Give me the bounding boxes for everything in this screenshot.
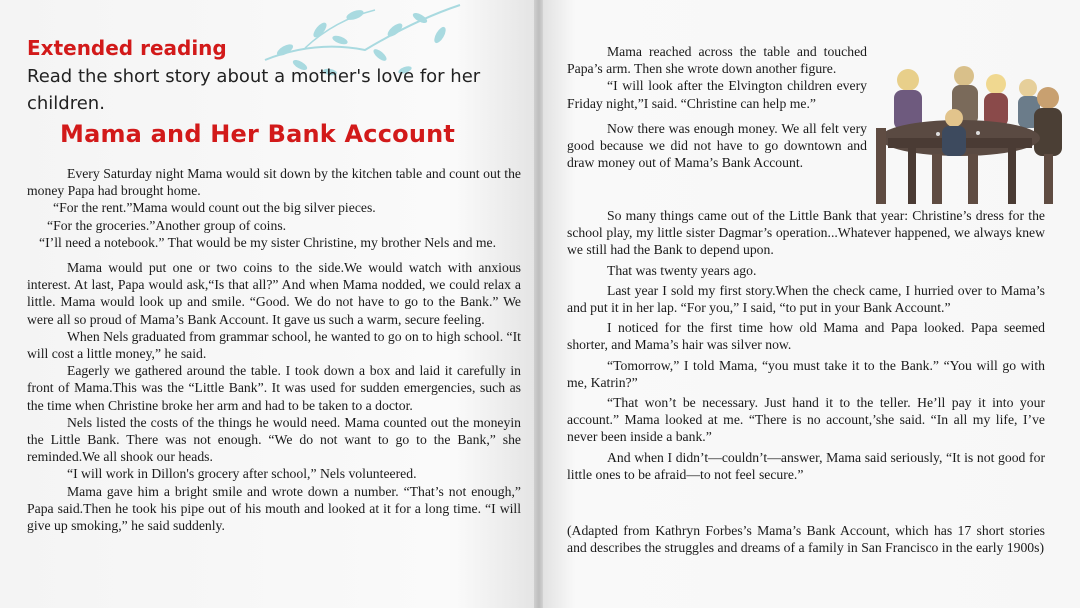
story-right-top — [567, 43, 867, 171]
right-page — [543, 0, 1080, 608]
paragraph: “That won’t be necessary. Just hand it to the teller. He’ll pay it into your account.” Mama looked at me. “There is no account,’she said. “In all my life, I’ve never been inside a bank.” — [567, 395, 1045, 445]
paragraph: Eagerly we gathered around the table. I took down a box and laid it carefully in front of Mama.This was the “Little Bank”. It was used for sudden emergencies, such as the time when Christine broke her arm and had to be taken to a doctor. — [27, 363, 521, 413]
story-title: Mama and Her Bank Account — [60, 120, 456, 148]
reading-instruction: Read the short story about a mother's love for her children. — [27, 66, 481, 114]
source-note: (Adapted from Kathryn Forbes’s Mama’s Bank Account, which has 17 short stories and describes the struggles and dreams of a family in San Francisco in the early 1900s) — [567, 523, 1045, 556]
extended-reading-label: Extended reading — [27, 36, 227, 60]
paragraph: Mama gave him a bright smile and wrote down a number. “That’s not enough,” Papa said.Then he took his pipe out of his mouth and looked at it for a long time. “I will give up smoking,” he said suddenly. — [27, 483, 521, 534]
paragraph: Mama reached across the table and touched Papa’s arm. Then she wrote down another figure. — [567, 44, 867, 77]
paragraph: Every Saturday night Mama would sit down by the kitchen table and count out the money Papa had brought home. — [27, 166, 521, 199]
family-table-illustration — [868, 58, 1064, 206]
paragraph: I noticed for the first time how old Mama and Papa looked. Papa seemed shorter, and Mama’s hair was silver now. — [567, 320, 1045, 353]
paragraph: “I’ll need a notebook.” That would be my sister Christine, my brother Nels and me. — [39, 234, 497, 250]
paragraph: “I will look after the Elvington children every Friday night,”I said. “Christine can help me.” — [567, 78, 867, 111]
paragraph: When Nels graduated from grammar school, he wanted to go on to high school. “It will cost a little money,” he said. — [27, 328, 521, 362]
paragraph: And when I didn’t—couldn’t—answer, Mama said seriously, “It is not good for little ones to be afraid—to not feel secure.” — [567, 449, 1045, 482]
paragraph: Nels listed the costs of the things he would need. Mama counted out the moneyin the Little Bank. There was not enough. “We do not want to go to the Bank,” she reminded.We all shook our heads. — [27, 414, 521, 465]
paragraph: “For the rent.”Mama would count out the big silver pieces. — [53, 200, 376, 216]
paragraph: “Tomorrow,” I told Mama, “you must take it to the Bank.” “You will go with me, Katrin?” — [567, 357, 1045, 390]
left-page — [0, 0, 536, 608]
paragraph: “For the groceries.”Another group of coins. — [47, 217, 287, 233]
paragraph: That was twenty years ago. — [607, 262, 757, 278]
story-left-column — [27, 165, 521, 534]
paragraph: Last year I sold my first story.When the check came, I hurried over to Mama’s and put it in her lap. “For you,” I said, “to put in your Bank Account.” — [567, 282, 1045, 316]
paragraph: Now there was enough money. We all felt very good because we did not have to go downtown and draw money out of Mama’s Bank Account. — [567, 120, 867, 171]
paragraph: Mama would put one or two coins to the side.We would watch with anxious interest. At last, Papa would ask,“Is that all?” And when Mama nodded, we could relax a little. Mama would look up and smile. “Good. We do not have to go to the Bank.” We were all so proud of Mama’s Bank Account. It gave us such a warm, secure feeling. — [27, 260, 521, 327]
story-right-bottom — [567, 207, 1045, 483]
paragraph: So many things came out of the Little Bank that year: Christine’s dress for the school play, my little sister Dagmar’s operation...Whatever happened, we always knew we still had the Bank to depend upon. — [567, 208, 1045, 258]
paragraph: “I will work in Dillon's grocery after school,” Nels volunteered. — [67, 466, 417, 482]
